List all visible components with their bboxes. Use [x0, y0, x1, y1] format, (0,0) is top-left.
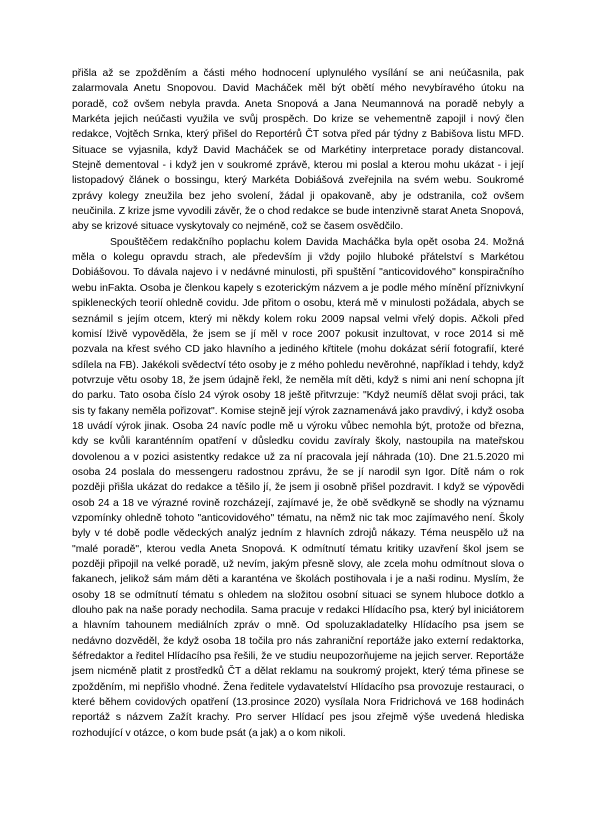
paragraph-1: přišla až se zpožděním a části mého hodnocení uplynulého vysílání se ani neúčasnila, pak zalarmovala Anetu Snopovou. David Macháček měl být obětí mého nevybíravého útoku na poradě, což ovšem nebyla pravda. Aneta Snopová a Jana Neumannová na poradě nebyly a Markéta jejich neúčasti využila ve svůj prospěch. Do krize se vehementně zapojil i nový člen redakce, Vojtěch Srnka, který přišel do Reportérů ČT sotva před pár týdny z Babišova listu MFD. Situace se vyjasnila, když David Macháček se od Markétiny interpretace porady distancoval. Stejně dementoval - i když jen v soukromé zprávě, kterou mi poslal a kterou mohu ukázat - i její listopadový článek o bossingu, který Markéta Dobiášová zveřejnila na svém webu. Soukromé zprávy kolegy zneužila bez jeho svolení, žádal ji opakovaně, aby je odstranila, což ovšem neučinila. Z krize jsme vyvodili závěr, že o chod redakce se bude intenzivně starat Aneta Snopová, aby se krizové situace vyskytovaly co nejméně, což se časem osvědčilo.: [72, 68, 524, 233]
paragraph-2: Spouštěčem redakčního poplachu kolem Davida Macháčka byla opět osoba 24. Možná měla o kolegu opravdu strach, ale především ji vždy pojilo hluboké přátelství s Markétou Dobiášovou. To dávala najevo i v nedávné minulosti, při spuštění "anticovidového" konspiračního webu inFakta. Osoba je členkou kapely s ezoterickým názvem a je podle mého mínění příznivkyní spikleneckých teorií ohledně covidu. Jde přitom o osobu, která mě v minulosti požádala, abych se seznámil s jejím otcem, který mi někdy kolem roku 2009 napsal velmi vřelý dopis. Ačkoli před komisí lživě vypověděla, že jsem se jí měl v roce 2007 pokusit inzultovat, v roce 2014 si mě pozvala na křest svého CD jako hlavního a jediného křtitele (mohu dokázat sérií fotografií, které sdílela na FB). Jakékoli svědectví této osoby je z mého pohledu nevěrohné, například i tehdy, když potvrzuje větu osoby 18, že jsem údajně řekl, že neměla mít děti, když s nimi ani není schopna jít do parku. Tato osoba číslo 24 výrok osoby 18 ještě přitvrzuje: "Když neumíš dělat svoji práci, tak sis ty fakany neměla pořizovat". Komise stejně její výrok zaznamenává jako pravdivý, i když osoba 18 uvádí výrok jinak. Osoba 24 navíc podle mě u výroku vůbec nemohla být, protože od března, kdy se kvůli karanténním opatření v důsledku covidu zavíraly školy, nastoupila na mateřskou dovolenou a v pozici asistentky redakce už za ní pracovala její náhrada (10). Dne 21.5.2020 mi osoba 24 poslala do messengeru radostnou zprávu, že se jí narodil syn Igor. Dítě nám o rok později přišla ukázat do redakce a těšilo jí, že jsem ji osobně přišel pozdravit. I když se výpovědi osob 24 a 18 ve výrazné rovině rozcházejí, zajímavé je, že obě svědkyně se shodly na významu vzpomínky ohledně tohoto "anticovidového" tématu, na němž nic tak moc zajímavého není. Školy byly v té době podle vědeckých analýz jedním z hlavních zdrojů nákazy. Téma neuspělo už na "malé poradě", kterou vedla Aneta Snopová. K odmítnutí tématu kritiky uzavření škol jsem se později připojil na velké poradě, už nevím, jakým přesně slovy, ale zcela mohu odmítnout slova o fakanech, jelikož sám mám děti a karanténa ve školách postihovala i je a naši rodinu. Myslím, že osoby 18 se odmítnutí tématu s ohledem na složitou osobní situaci se synem hluboce dotklo a dlouho pak na naše porady nechodila. Sama pracuje v redakci Hlídacího psa, který byl iniciátorem a hlavním tahounem mediálních zpráv o mně. Od spoluzakladatelky Hlídacího psa jsem se nedávno dozvěděl, že když osoba 18 točila pro nás zahraniční reportáže jako externí redaktorka, šéfredaktor a ředitel Hlídacího psa řešili, že ve studiu neupozorňujeme na jejich server. Reportáže jsem nicméně platit z prostředků ČT a dělat reklamu na soukromý projekt, který téma přinese se zpožděním, mi nepřišlo vhodné. Žena ředitele vydavatelství Hlídacího psa provozuje restauraci, o které během covidových opatření (13.prosince 2020) vysílala Nora Fridrichová ve 168 hodinách reportáž s názvem Zažít krachy. Pro server Hlídací pes jsou zřejmě výše uvedená hlediska rozhodující v otázce, o kom bude psát (a jak) a o kom nikoli.: [72, 236, 524, 739]
document-page: [72, 66, 524, 741]
